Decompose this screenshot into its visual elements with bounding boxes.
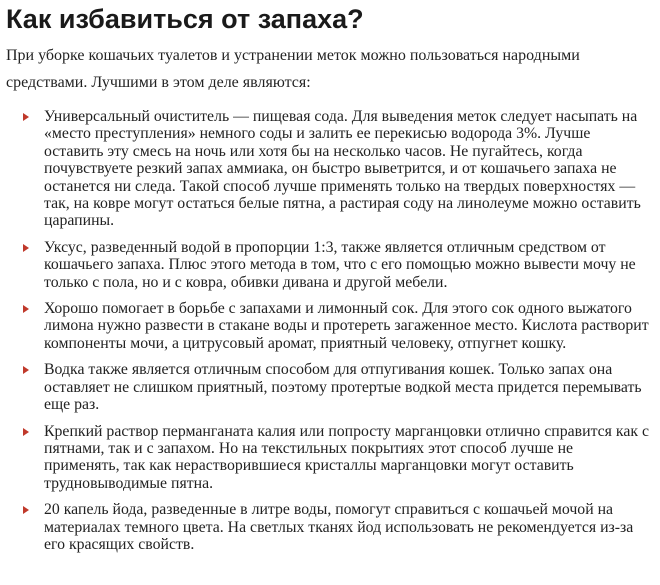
list-item-text: Хорошо помогает в борьбе с запахами и лимонный сок. Для этого сок одного выжатого лимона нужно развести в стакане воды и протереть загаженное место. Кислота растворит компоненты мочи, а цитрусовый аромат, приятный человеку, отпугнет кошку. (44, 300, 649, 352)
list-item (0, 239, 660, 291)
triangle-right-icon (23, 506, 29, 514)
list-item (0, 108, 660, 230)
remedies-list (0, 108, 660, 562)
list-item (0, 300, 660, 352)
triangle-right-icon (23, 113, 29, 121)
triangle-right-icon (23, 305, 29, 313)
triangle-right-icon (23, 244, 29, 252)
list-item (0, 501, 660, 553)
list-item-text: Водка также является отличным способом для отпугивания кошек. Только запах она оставляет не слишком приятный, поэтому протертые водкой места придется перемывать еще раз. (44, 361, 642, 414)
list-item-text: Уксус, разведенный водой в пропорции 1:3, также является отличным средством от кошачьего запаха. Плюс этого метода в том, что с его помощью можно вывести мочу не только с пола, но и с ковра, обивки дивана и другой мебели. (44, 238, 636, 291)
article-title: Как избавиться от запаха? (6, 4, 364, 34)
list-item-text: Универсальный очиститель — пищевая сода. Для выведения меток следует насыпать на «место преступления» немного соды и залить ее перекисью водорода 3%. Лучше оставить эту смесь на ночь или хотя бы на несколько часов. Не пугайтесь, когда почувствуете резкий запах аммиака, он быстро выветрится, и от кошачьего запаха не останется ни следа. Такой способ лучше применять только на твердых поверхностях — так, на ковре могут остаться белые пятна, а растирая соду на линолеуме можно оставить царапины. (44, 108, 641, 230)
list-item-text: 20 капель йода, разведенные в литре воды, помогут справиться с кошачьей мочой на материалах темного цвета. На светлых тканях йод использовать не рекомендуется из-за его красящих свойств. (44, 501, 634, 553)
triangle-right-icon (23, 366, 29, 374)
list-item (0, 423, 660, 493)
list-item (0, 361, 660, 413)
list-item-text: Крепкий раствор перманганата калия или попросту марганцовки отлично справится как с пятнами, так и с запахом. Но на текстильных покрытиях этот способ лучше не применять, так как нерастворившиеся кристаллы марганцовки могут оставить трудновыводимые пятна. (44, 422, 649, 492)
triangle-right-icon (23, 428, 29, 436)
article-intro: При уборке кошачьих туалетов и устранении меток можно пользоваться народными средствами. Лучшими в этом деле являются: (6, 47, 580, 91)
